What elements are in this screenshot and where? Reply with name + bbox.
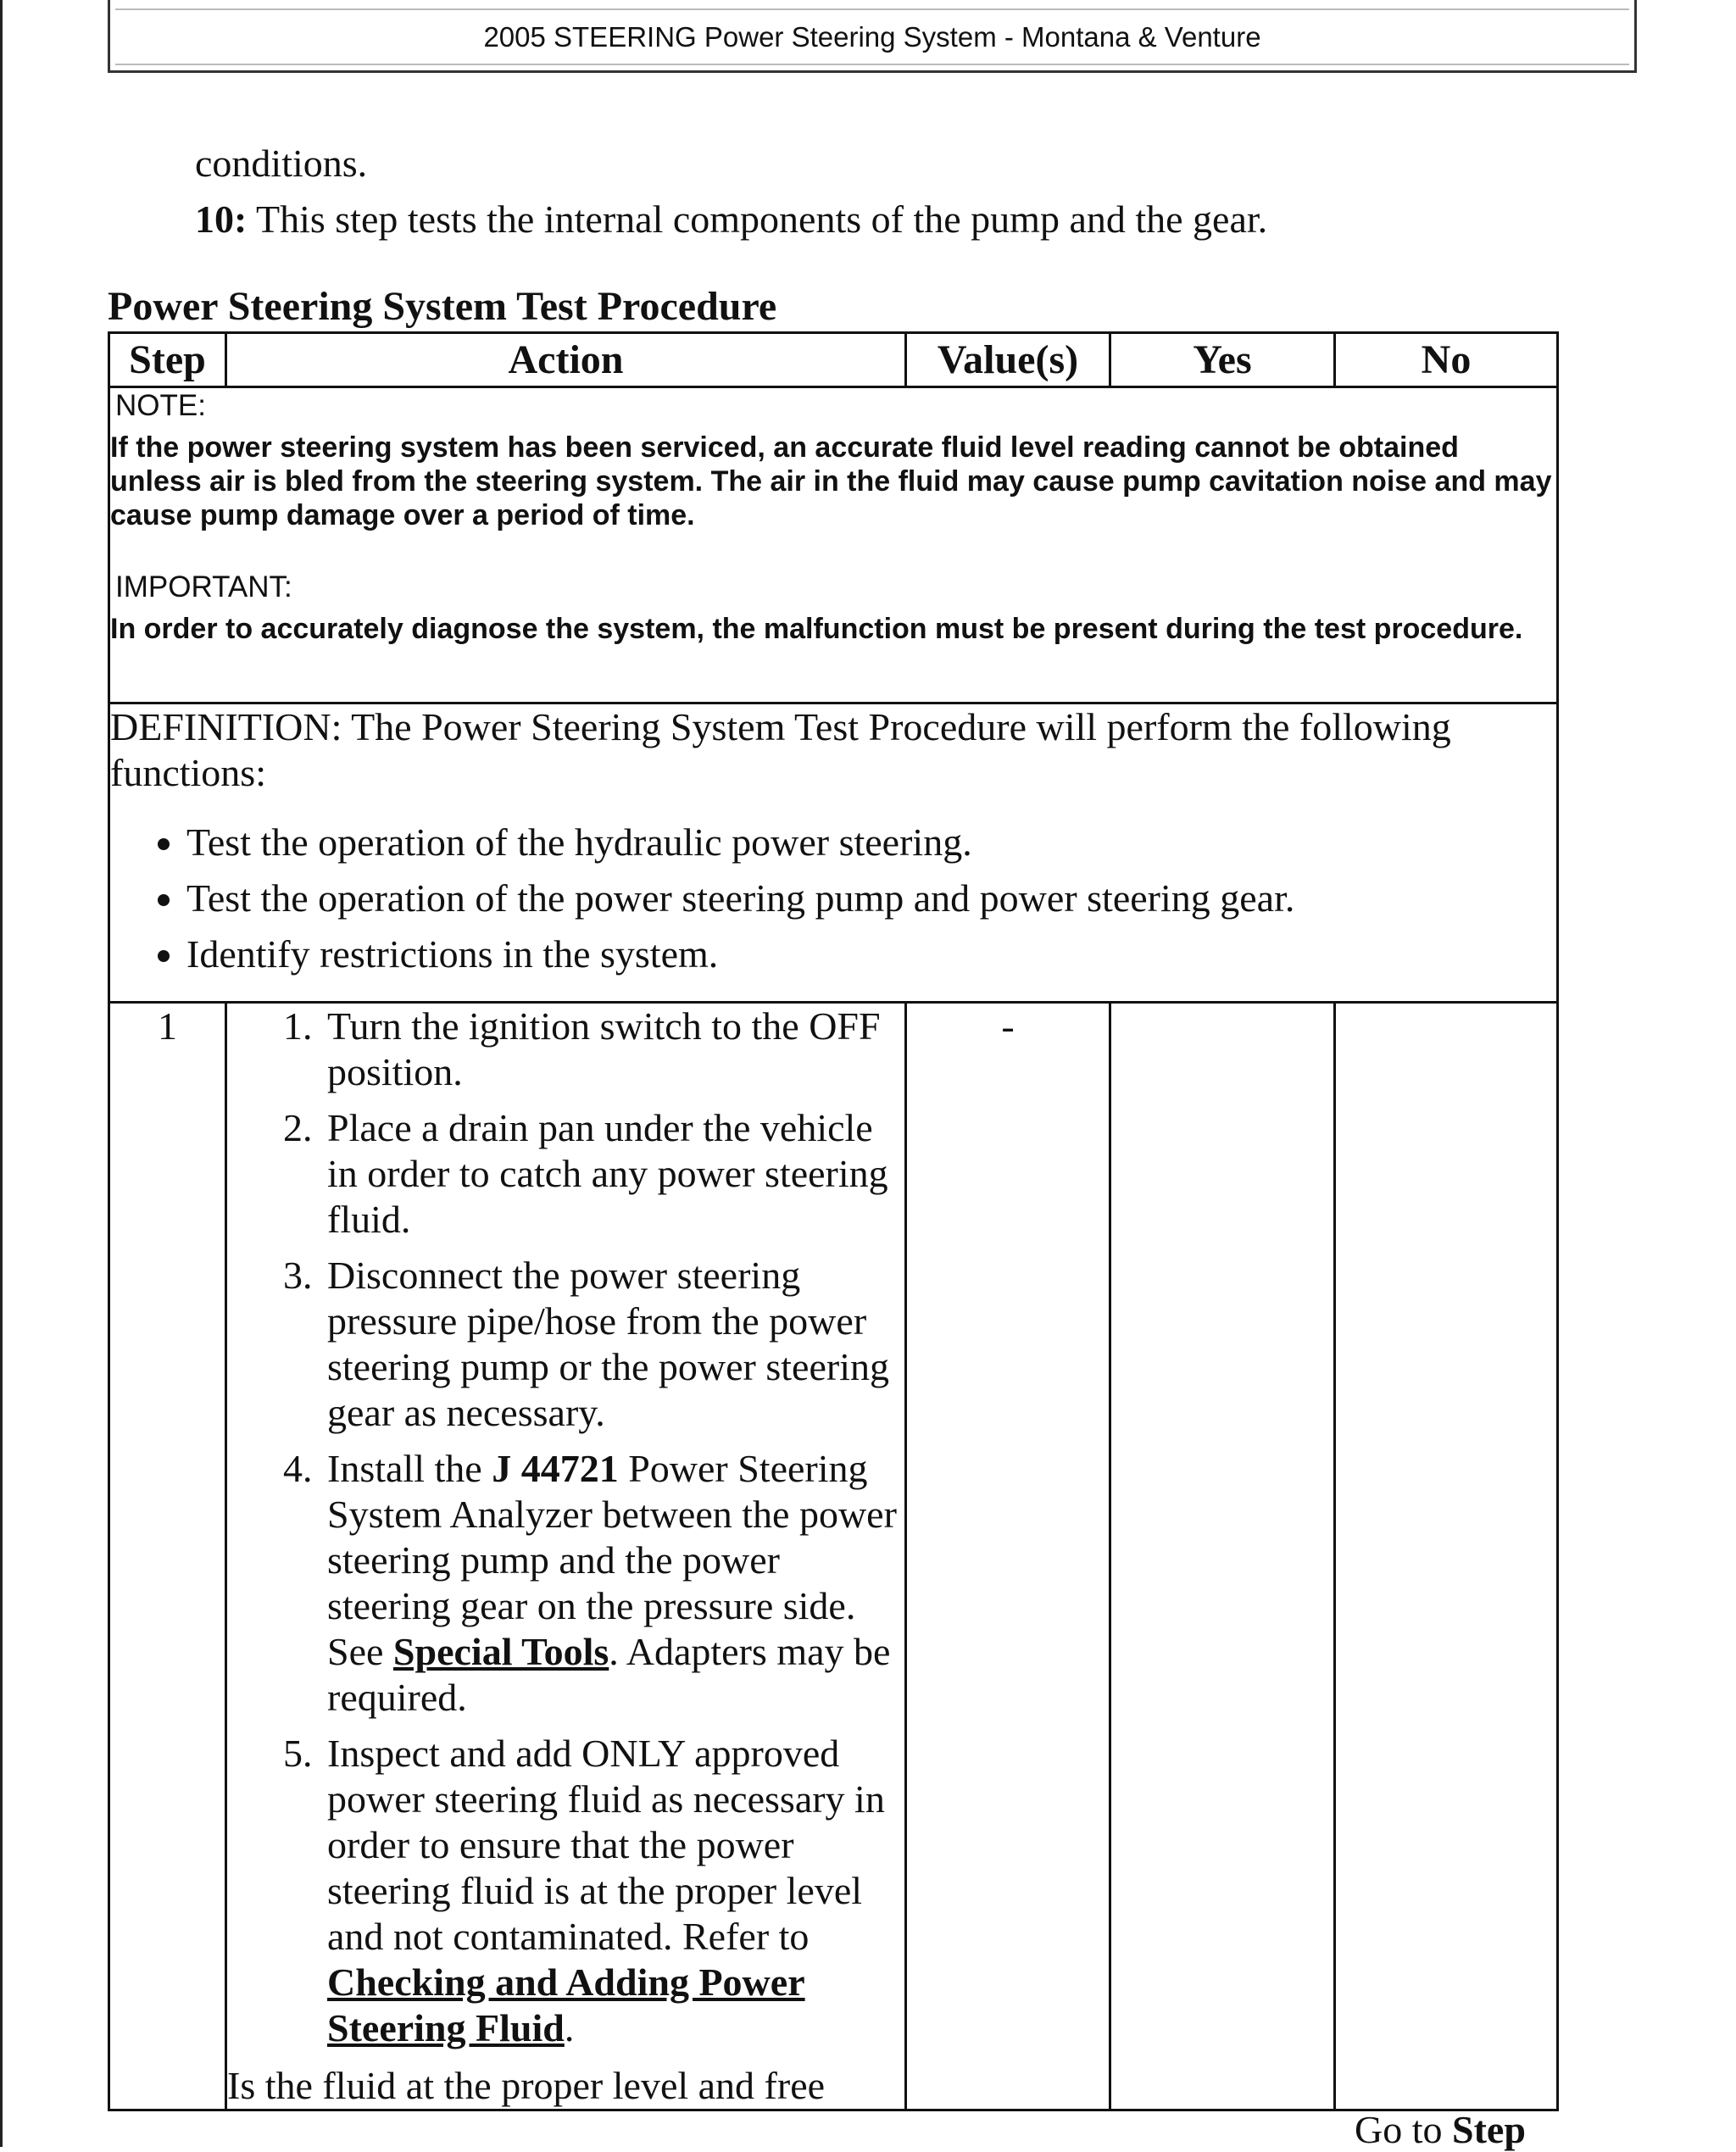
action-item-3: 3. Disconnect the power steering pressure pipe/hose from the power steering pump or the power steering gear as necessary. — [322, 1253, 904, 1436]
note-body: If the power steering system has been serviced, an accurate fluid level reading cannot be obtained unless air is bled from the steering system. The air in the fluid may cause pump cavitation noise and may cause pump damage over a period of time. — [110, 431, 1552, 531]
action-list — [227, 1004, 904, 2051]
intro-step-label: 10: — [195, 197, 248, 241]
notice-cell — [109, 387, 1558, 703]
column-header-values: Value(s) — [906, 333, 1110, 387]
step-action — [226, 1003, 906, 2110]
procedure-title: Power Steering System Test Procedure — [108, 284, 777, 329]
procedure-table — [108, 331, 1559, 2111]
tool-number: J 44721 — [492, 1447, 619, 1490]
step-no — [1335, 1003, 1558, 2110]
page-left-edge — [0, 0, 3, 2147]
definition-text: DEFINITION: The Power Steering System Test Procedure will perform the following functions: — [110, 705, 1451, 794]
no-goto-step: Go to Step — [1355, 2108, 1526, 2151]
document-header — [108, 0, 1637, 73]
list-item: • Test the operation of the power steering pump and power steering gear. — [186, 870, 1556, 926]
header-title: 2005 STEERING Power Steering System - Montana & Venture — [115, 8, 1629, 65]
intro-line-2 — [195, 197, 1267, 242]
action-item-5: 5. Inspect and add ONLY approved power steering fluid as necessary in order to ensure that the power steering fluid is at the proper level and not contaminated. Refer to Checking and Adding Power Steering Fluid. — [322, 1731, 904, 2051]
special-tools-link[interactable]: Special Tools — [392, 1630, 609, 1673]
list-item: • Identify restrictions in the system. — [186, 926, 1556, 982]
definition-cell — [109, 703, 1558, 1003]
column-header-yes: Yes — [1110, 333, 1335, 387]
definition-list — [110, 815, 1556, 982]
action-item-4: 4. Install the J 44721 Power Steering System Analyzer between the power steering pump and the power steering gear on the pressure side. See Special Tools. Adapters may be required. — [322, 1446, 904, 1721]
important-title: IMPORTANT: — [115, 570, 292, 603]
column-header-action: Action — [226, 333, 906, 387]
note-title: NOTE: — [115, 389, 206, 422]
intro-line-1: conditions. — [195, 142, 368, 185]
action-item-2: 2. Place a drain pan under the vehicle in order to catch any power steering fluid. — [322, 1105, 904, 1243]
step-value: - — [906, 1003, 1110, 2110]
action-item-1: 1. Turn the ignition switch to the OFF position. — [322, 1004, 904, 1095]
important-body: In order to accurately diagnose the system, the malfunction must be present during the test procedure. — [110, 613, 1523, 645]
column-header-no: No — [1335, 333, 1558, 387]
checking-fluid-link[interactable]: Checking and Adding Power Steering Fluid — [327, 1960, 805, 2049]
definition-row — [109, 703, 1558, 1003]
step-question: Is the fluid at the proper level and free — [227, 2064, 826, 2107]
list-item: • Test the operation of the hydraulic power steering. — [186, 815, 1556, 870]
step-number: 1 — [109, 1003, 226, 2110]
goto-step-link[interactable]: Step — [1452, 2108, 1526, 2151]
notice-row — [109, 387, 1558, 703]
step-yes — [1110, 1003, 1335, 2110]
table-header-row — [109, 333, 1558, 387]
column-header-step: Step — [109, 333, 226, 387]
intro-step-text: This step tests the internal components of the pump and the gear. — [247, 197, 1268, 241]
table-row — [109, 1003, 1558, 2110]
